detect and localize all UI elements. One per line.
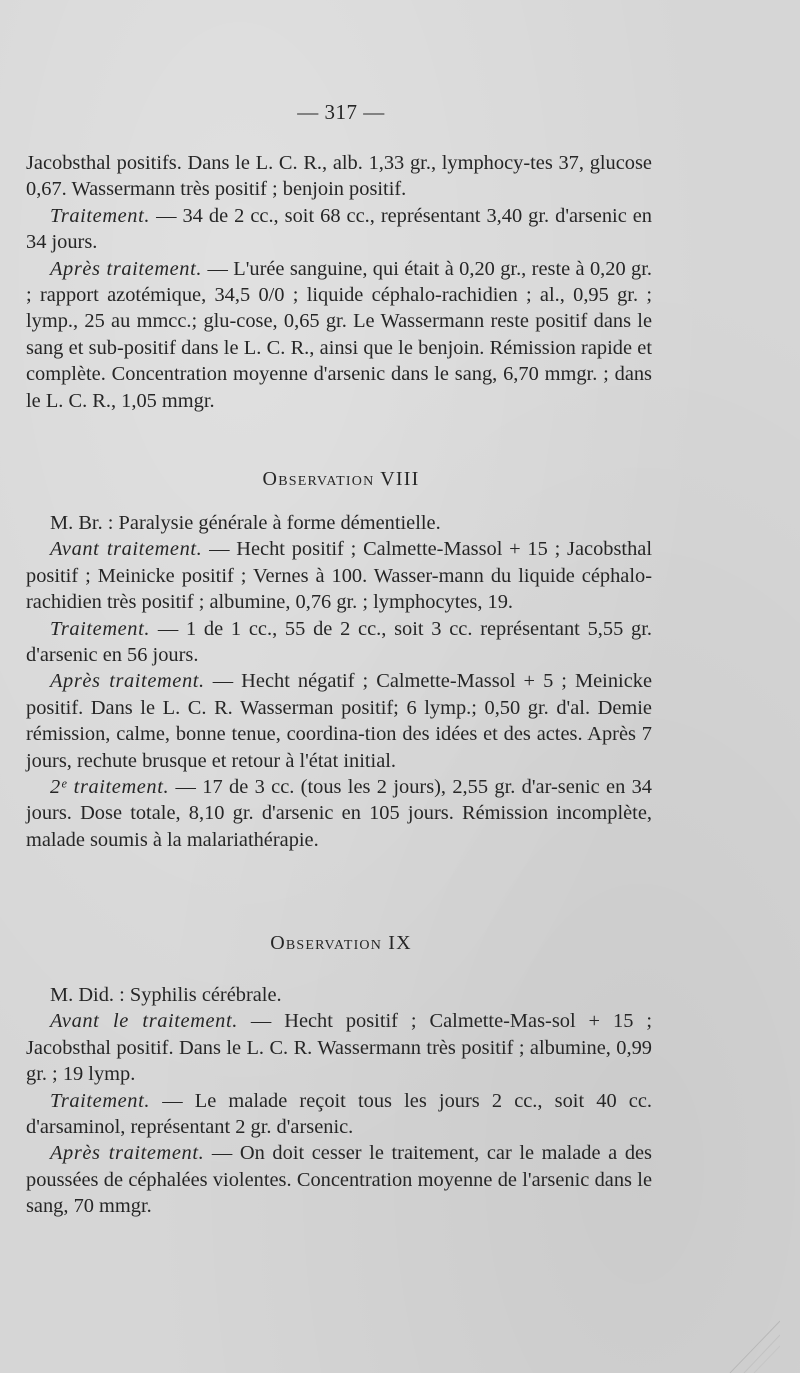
observation-heading-text: Observation VIII — [262, 468, 420, 490]
section-label: Traitement. — [50, 617, 151, 640]
paragraph-text: — 34 de 2 cc., soit 68 cc., représentant 3,40 gr. d'arsenic en 34 jours. — [26, 204, 652, 254]
paragraph-text: M. Br. : Paralysie générale à forme démentielle. — [50, 512, 441, 534]
paragraph-text: — 17 de 3 cc. (tous les 2 jours), 2,55 gr. d'ar-senic en 34 jours. Dose totale, 8,10 gr. d'arsenic en 105 jours. Rémission incomplète, malade soumis à la malariathérapie. — [26, 776, 652, 851]
paragraph — [26, 150, 652, 203]
section-label: Avant le traitement. — [50, 1010, 238, 1033]
paragraph-text: — Hecht négatif ; Calmette-Massol + 5 ; Meinicke positif. Dans le L. C. R. Wasserman positif; 6 lymp.; 0,50 gr. d'al. Demie rémission, calme, bonne tenue, coordina-tion des idées et des actes. Après 7 jours, rechute brusque et retour à l'état initial. — [26, 670, 653, 772]
paragraph — [26, 1140, 652, 1219]
section-label: Après traitement. — [50, 1142, 205, 1165]
paragraph-text: M. Did. : Syphilis cérébrale. — [50, 984, 282, 1006]
paragraph — [26, 1088, 652, 1141]
observation-ix-body — [26, 982, 652, 1220]
observation-heading — [0, 468, 682, 491]
paragraph — [26, 256, 652, 414]
section-label: Traitement. — [50, 204, 151, 227]
paragraph-text: — Hecht positif ; Calmette-Mas-sol + 15 ; Jacobsthal positif. Dans le L. C. R. Wassermann très positif ; albumine, 0,99 gr. ; 19 lymp. — [26, 1010, 652, 1086]
observation-heading — [0, 932, 682, 955]
paragraph — [26, 616, 652, 669]
paragraph-text: — L'urée sanguine, qui était à 0,20 gr., reste à 0,20 gr. ; rapport azotémique, 34,5 0/0 ; liquide céphalo-rachidien ; al., 0,95 gr. ; lymp., 25 au mmcc.; glu-cose, 0,65 gr. Le Wassermann reste positif dans le sang et sub-positif dans le L. C. R., ainsi que le benjoin. Rémission rapide et complète. Concentration moyenne d'arsenic dans le sang, 6,70 mmgr. ; dans le L. C. R., 1,05 mmgr. — [26, 257, 653, 412]
section-label: Après traitement. — [50, 670, 205, 693]
observation-viii-body — [26, 510, 652, 853]
section-label: Avant traitement. — [50, 538, 203, 561]
paragraph-text: Jacobsthal positifs. Dans le L. C. R., alb. 1,33 gr., lymphocy-tes 37, glucose 0,67. Wassermann très positif ; benjoin positif. — [26, 152, 652, 201]
paragraph — [26, 774, 652, 853]
paragraph-text: — Hecht positif ; Calmette-Massol + 15 ; Jacobsthal positif ; Meinicke positif ; Vernes à 100. Wasser-mann du liquide céphalo-rachidien très positif ; albumine, 0,76 gr. ; lymphocytes, 19. — [26, 538, 652, 614]
page-number: — 317 — — [297, 100, 385, 124]
observation-continuation — [26, 150, 652, 414]
section-label: Après traitement. — [50, 257, 203, 280]
paragraph — [26, 203, 652, 256]
scan-artifact — [710, 1313, 780, 1373]
paragraph — [26, 668, 652, 774]
observation-heading-text: Observation IX — [270, 932, 412, 954]
paragraph — [26, 536, 652, 615]
paragraph-text: — Le malade reçoit tous les jours 2 cc., soit 40 cc. d'arsaminol, représentant 2 gr. d'arsenic. — [26, 1089, 652, 1139]
paragraph — [26, 510, 652, 536]
paragraph-text: — On doit cesser le traitement, car le malade a des poussées de céphalées violentes. Concentration moyenne de l'arsenic dans le sang, 70 mmgr. — [26, 1142, 652, 1218]
paragraph — [26, 1008, 652, 1087]
paragraph — [26, 982, 652, 1008]
section-label: 2ᵉ traitement. — [50, 776, 170, 799]
paragraph-text: — 1 de 1 cc., 55 de 2 cc., soit 3 cc. représentant 5,55 gr. d'arsenic en 56 jours. — [26, 617, 652, 667]
section-label: Traitement. — [50, 1089, 151, 1112]
